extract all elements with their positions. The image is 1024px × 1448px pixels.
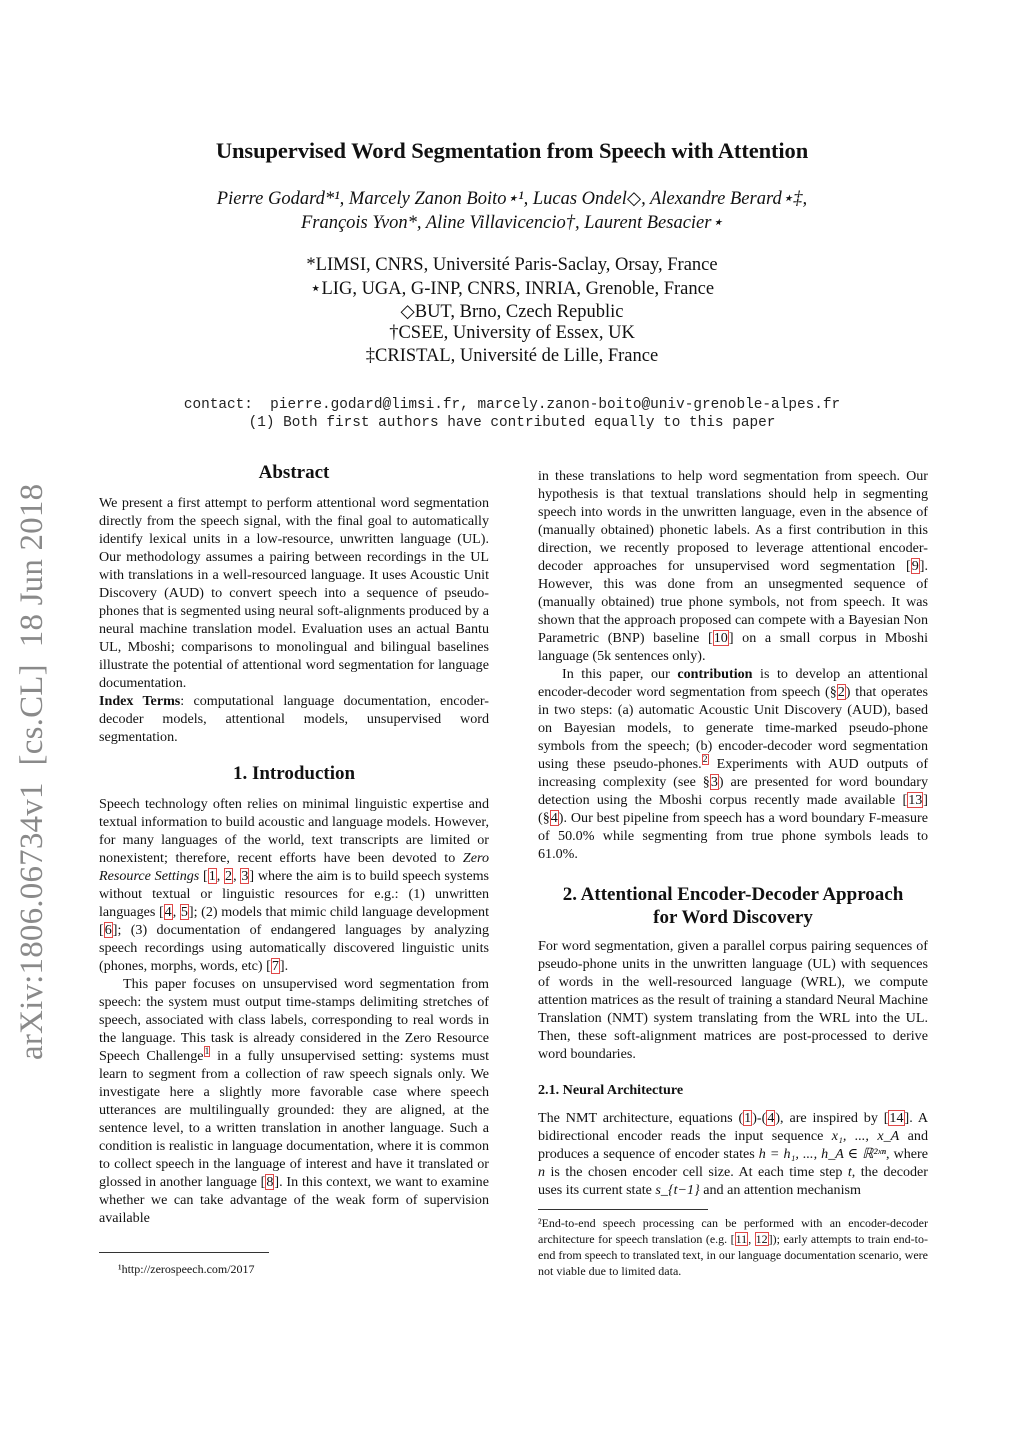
math-encoder-states: h = h₁, ..., h_A ∈ ℝ²ˣⁿ [758,1146,886,1162]
intro-paragraph-1: Speech technology often relies on minimal linguistic expertise and textual information to build acoustic and language models. However, for many languages of the world, text transcripts are limited or nonexistent; therefore, recent efforts have been devoted to Zero Resource Settings [1, 2, 3] where the aim is to build speech systems without textual or linguistic resources for e.g.: (1) unwritten languages [4, 5]; (2) models that mimic child language development [6]; (3) documentation of endangered languages by analyzing speech recordings using automatically discovered linguistic units (phones, morphs, words, etc) [7]. [99,796,490,974]
intro-heading: 1. Introduction [232,763,356,784]
equation-link[interactable]: 1 [744,1110,752,1126]
contribution-term: contribution [677,666,753,682]
affiliation-cristal: ‡CRISTAL, Université de Lille, France [365,346,659,366]
footnote-link[interactable]: 2 [702,754,708,766]
math-state: s_{t−1} [655,1182,700,1198]
math-t: t [847,1164,852,1180]
affiliation-csee: †CSEE, University of Essex, UK [389,323,635,343]
arxiv-stamp: arXiv:1806.06734v1 [cs.CL] 18 Jun 2018 [14,483,50,1060]
author-line-2: François Yvon*, Aline Villavicencio†, Laurent Besacier⋆ [300,213,724,233]
contact-line: contact: pierre.godard@limsi.fr, marcely.zanon-boito@univ-grenoble-alpes.fr [183,397,841,413]
right-paragraph-1: in these translations to help word segmentation from speech. Our hypothesis is that textual translations should help in segmenting speech into words in the unwritten language, even in the absence of (manually obtained) phonetic labels. As a first contribution in this direction, we recently proposed to leverage attentional encoder-decoder approaches for unsupervised word segmentation [9]. However, this was done from an unsegmented sequence of (manually obtained) true phone symbols, not from speech. It was shown that the approach proposed can compete with a Bayesian Non Parametric (BNP) baseline [10] on a small corpus in Mboshi language (5k sentences only). [538,468,928,664]
affiliation-but: ◇BUT, Brno, Czech Republic [400,302,624,322]
left-column [99,461,489,1227]
subsection-paragraph: The NMT architecture, equations (1)-(4), are inspired by [14]. A bidirectional encoder reads the input sequence x₁, ..., x_A and produces a sequence of encoder states h = h₁, ..., h_A ∈ ℝ²ˣⁿ, where n is the chosen encoder cell size. At each time step t, the decoder uses its current state s_{t−1} and an attention mechanism [538,1110,929,1198]
zero-resource-term: Zero Resource Settings [99,850,489,884]
section-link[interactable]: 4 [550,810,558,826]
affiliation-lig: ⋆LIG, UGA, G-INP, CNRS, INRIA, Grenoble, France [309,279,715,299]
subsection-heading: 2.1. Neural Architecture [538,1082,684,1098]
intro-paragraph-2: This paper focuses on unsupervised word segmentation from speech: the system must output time-stamps delimiting stretches of speech, associated with class labels, corresponding to real words in the language. This task is already considered in the Zero Resource Speech Challenge$^1$ in a fully unsupervised setting: systems must learn to segment from a collection of raw speech signals only. We investigate here a slightly more favorable case where speech utterances are multilingually grounded: they are aligned, at the sentence level, to a written translation in another language. Such a condition is realistic in language documentation, where it is common to collect speech in the language of interest and have it translated or glossed in another language [8]. In this context, we want to examine whether we can take advantage of the weak form of supervision available [99,976,489,1226]
footnote-2: ²End-to-end speech processing can be performed with an encoder-decoder architecture for speech translation (e.g. [11, 12]); early attempts to train end-to-end from speech to translated text, in our language documentation scenario, were not viable due to limited data. [538,1216,928,1278]
right-paragraph-2: In this paper, our contribution is to develop an attentional encoder-decoder word segmentation from speech (§2) that operates in two steps: (a) automatic Acoustic Unit Discovery (AUD), based on Bayesian models, to generate time-marked pseudo-phone symbols from the speech; (b) encoder-decoder word segmentation using these pseudo-phones.$^2$ Experiments with AUD outputs of increasing complexity (see §3) are presented for word boundary detection using the Mboshi corpus recently made available [13] (§4). Our best pipeline from speech has a word boundary F-measure of 50.0% while segmenting from true phone symbols leads to 61.0%. [538,666,929,862]
citation-link[interactable]: 6 [104,922,112,938]
citation-link[interactable]: 11 [735,1232,748,1246]
footnote-rule-left [99,1252,269,1253]
math-input-seq: x₁, ..., x_A [831,1128,900,1144]
citation-link[interactable]: 13 [908,792,923,808]
equation-link[interactable]: 4 [767,1110,775,1126]
citation-link[interactable]: 9 [911,558,919,574]
footnote-rule-right [538,1209,708,1210]
citation-link[interactable]: 1 [208,868,216,884]
index-terms-text: : computational language documentation, encoder-decoder models, attentional models, unsupervised word segmentation. [99,693,489,745]
equal-contribution-note: (1) Both first authors have contributed equally to this paper [248,415,776,431]
section2-paragraph: For word segmentation, given a parallel corpus pairing sequences of pseudo-phone units in the unwritten language (UL) with sequences of words in the well-resourced language (WRL), we compute attention matrices as the result of training a standard Neural Machine Translation (NMT) system translating from the WRL into the UL. Then, these soft-alignment matrices are post-processed to derive word boundaries. [538,938,928,1062]
footnote-link[interactable]: 1 [204,1046,210,1058]
citation-link[interactable]: 5 [180,904,188,920]
math-n: n [538,1164,546,1180]
section2-heading: 2. Attentional Encoder-Decoder Approach for Word Discovery [562,884,904,928]
index-terms-label: Index Terms [99,693,181,709]
affiliation-limsi: *LIMSI, CNRS, Université Paris-Saclay, Orsay, France [306,255,718,275]
right-column [538,467,928,1199]
citation-link[interactable]: 4 [164,904,172,920]
section-link[interactable]: 3 [710,774,718,790]
index-terms [99,692,489,746]
footnote-1[interactable]: ¹http://zerospeech.com/2017 [118,1262,255,1276]
citation-link[interactable]: 7 [271,958,279,974]
citation-link[interactable]: 2 [225,868,233,884]
citation-link[interactable]: 14 [889,1110,904,1126]
citation-link[interactable]: 12 [755,1232,768,1246]
paper-title: Unsupervised Word Segmentation from Speech with Attention [215,138,809,163]
section-link[interactable]: 2 [837,684,845,700]
citation-link[interactable]: 3 [241,868,249,884]
citation-link[interactable]: 8 [266,1174,274,1190]
author-line-1: Pierre Godard*¹, Marcely Zanon Boito⋆¹, Lucas Ondel◇, Alexandre Berard⋆‡, [216,189,808,209]
citation-link[interactable]: 10 [713,630,728,646]
abstract-text: We present a first attempt to perform attentional word segmentation directly from the speech signal, with the final goal to automatically identify lexical units in a low-resource, unwritten language (UL). Our methodology assumes a pairing between recordings in the UL with translations in a well-resourced language. It uses Acoustic Unit Discovery (AUD) to convert speech into a sequence of pseudo-phones that is segmented using neural soft-alignments produced by a neural machine translation model. Evaluation uses an actual Bantu UL, Mboshi; comparisons to monolingual and bilingual baselines illustrate the potential of attentional word segmentation for language documentation. [99,495,489,691]
abstract-heading: Abstract [258,462,330,483]
